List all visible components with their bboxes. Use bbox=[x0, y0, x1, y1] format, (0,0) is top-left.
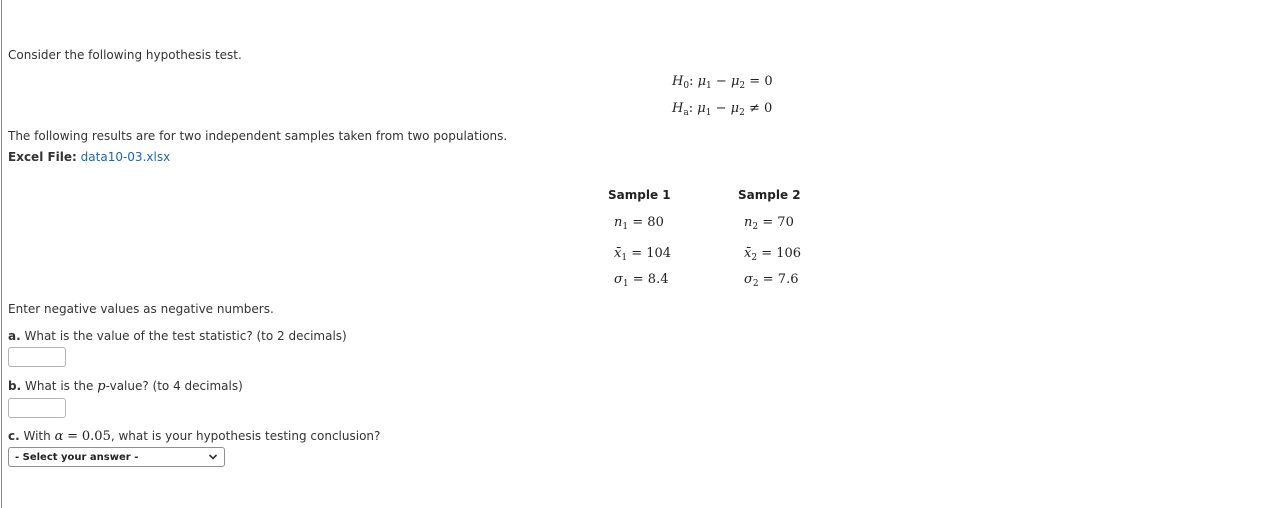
null-hypothesis: $H_0$: $\mu_1 - \mu_2 = 0$ bbox=[672, 74, 773, 91]
question-c: c. With α = 0.05, what is your hypothesis testing conclusion? bbox=[8, 429, 381, 444]
conclusion-select[interactable] bbox=[8, 447, 225, 467]
question-a: a. What is the value of the test statistic? (to 2 decimals) bbox=[8, 329, 347, 343]
excel-file-link[interactable]: data10-03.xlsx bbox=[80, 150, 171, 164]
test-statistic-input[interactable] bbox=[8, 347, 66, 367]
alternative-hypothesis: $H_a$: $\mu_1 - \mu_2 \ne 0$ bbox=[672, 101, 773, 118]
sample-1-header: Sample 1 bbox=[608, 188, 671, 202]
p-value-input[interactable] bbox=[8, 398, 66, 418]
sample-2-sigma: $\sigma_2 = 7.6$ bbox=[744, 272, 799, 289]
instruction-text: Enter negative values as negative numbers. bbox=[8, 302, 274, 316]
conclusion-select-value: - Select your answer - bbox=[15, 451, 139, 463]
question-b: b. What is the p-value? (to 4 decimals) bbox=[8, 379, 243, 394]
sample-2-header: Sample 2 bbox=[738, 188, 801, 202]
intro-text: Consider the following hypothesis test. bbox=[8, 48, 242, 62]
sample-2-mean: $x̄_2 = 106$ bbox=[744, 246, 802, 263]
sample-2-n: $n_2 = 70$ bbox=[744, 215, 794, 232]
sample-1-n: $n_1 = 80$ bbox=[614, 215, 664, 232]
excel-file-label: Excel File: bbox=[8, 150, 77, 164]
sample-1-mean: $x̄_1 = 104$ bbox=[614, 246, 672, 263]
page-border bbox=[1, 0, 2, 508]
results-text: The following results are for two independent samples taken from two populations. bbox=[8, 129, 508, 143]
sample-1-sigma: $\sigma_1 = 8.4$ bbox=[614, 272, 669, 289]
chevron-down-icon bbox=[208, 452, 218, 462]
excel-file-line bbox=[8, 150, 170, 164]
